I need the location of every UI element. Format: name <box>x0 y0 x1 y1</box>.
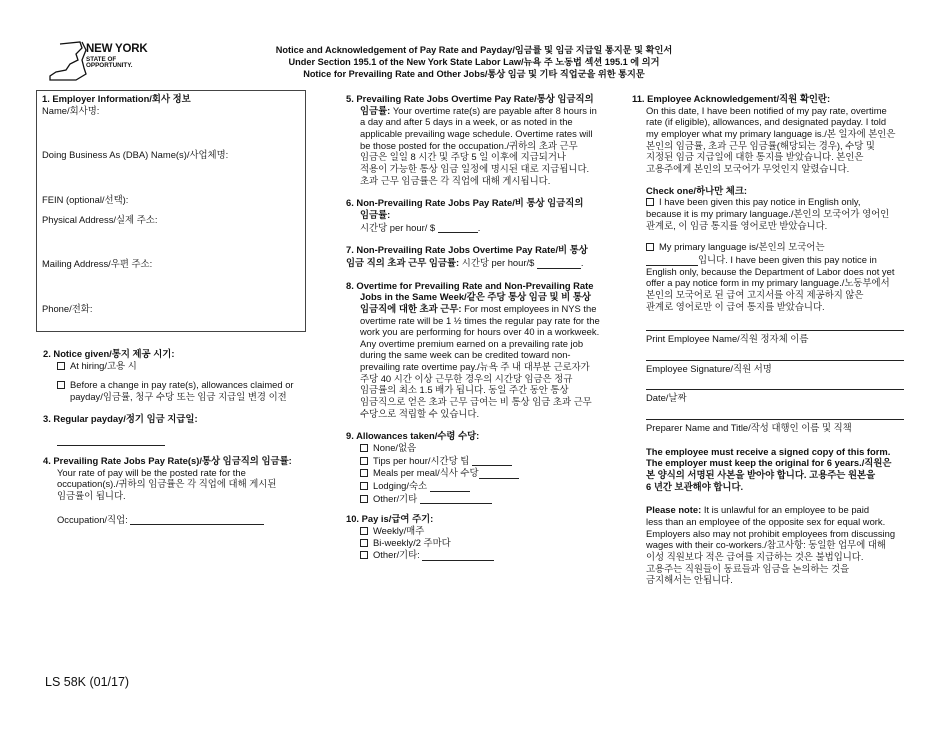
s8-text-1: For most employees in NYS the <box>461 302 597 314</box>
employer-info-section <box>42 93 300 315</box>
primary-language-checkbox[interactable] <box>646 243 654 251</box>
note-text-2: less than an employee of the opposite sex for equal work. <box>646 516 886 528</box>
pay-biweekly-option[interactable] <box>346 537 618 549</box>
s9-title: 9. Allowances taken/수령 수당: <box>346 430 480 442</box>
before-change-label-1: Before a change in pay rate(s), allowances claimed or <box>70 379 294 391</box>
allowance-meals-option[interactable] <box>346 466 618 479</box>
english-only-checkbox[interactable] <box>646 198 654 206</box>
date-label: Date/날짜 <box>646 392 687 404</box>
english-only-text-3: 관계로, 이 임금 통지를 영어로만 받았습니다. <box>646 219 828 231</box>
s4-text-2: occupation(s)./귀하의 임금률은 각 직업에 대해 게시된 <box>57 478 277 490</box>
s7-title: 7. Non-Prevailing Rate Jobs Overtime Pay Rate/비 통상 <box>346 244 588 256</box>
form-header <box>248 44 700 80</box>
non-prevailing-pay-rate-input[interactable] <box>438 221 478 234</box>
s11-text-6: 고용주에게 본인의 모국어가 무엇인지 알렸습니다. <box>646 162 850 174</box>
primary-language-text-2: English only, because the Department of Labor does not yet <box>646 265 895 277</box>
signature-label: Employee Signature/직원 서명 <box>646 362 772 374</box>
allowance-lodging-checkbox[interactable] <box>360 482 368 490</box>
s7-title-2: 임금 직의 초과 근무 임금률: <box>346 256 460 268</box>
logo-line-1: NEW YORK <box>86 43 148 55</box>
english-only-text-1: I have been given this pay notice in English only, <box>659 196 861 208</box>
allowance-none-label: None/없음 <box>373 442 417 454</box>
s8-title-2: Jobs in the Same Week/같은 주당 통상 임금 및 비 통상 <box>360 291 591 303</box>
s5-text-3: applicable prevailing wage schedule. Overtime rates will <box>360 127 593 139</box>
primary-language-text-1: 입니다. I have been given this pay notice in <box>698 253 877 265</box>
note-text-4: wages with their co-workers./참고사항: 동일한 업무에 대해 <box>646 539 886 551</box>
header-line-2: Under Section 195.1 of the New York State Labor Law/뉴욕 주 노동법 섹션 195.1 에 의거 <box>288 57 660 68</box>
tips-input[interactable] <box>472 454 512 467</box>
primary-language-input[interactable] <box>646 253 698 266</box>
allowance-other-option[interactable] <box>346 492 618 505</box>
header-line-3: Notice for Prevailing Rate and Other Jobs/통상 임금 및 기타 직업군을 위한 통지문 <box>303 69 645 80</box>
primary-language-text-4: 본인의 모국어로 된 급여 고지서를 아직 제공하지 않은 <box>646 288 864 300</box>
allowance-other-checkbox[interactable] <box>360 495 368 503</box>
allowance-tips-option[interactable] <box>346 454 618 467</box>
check-one-title: Check one/하나만 체크: <box>646 184 748 196</box>
s11-text-5: 지정된 임금 지급일에 대한 통지를 받았습니다. 본인은 <box>646 151 864 163</box>
s8-text-2: overtime rate will be 1 ½ times the regular pay rate for the <box>360 314 600 326</box>
s11-text-2: rate (if eligible), allowances, and designated payday. I told <box>646 116 887 128</box>
notice-given-section <box>43 348 305 525</box>
meals-input[interactable] <box>479 466 519 479</box>
primary-language-label: My primary language is/본인의 모국어는 <box>659 241 825 253</box>
signature-line[interactable] <box>646 360 904 361</box>
preparer-label: Preparer Name and Title/작성 대행인 이름 및 직책 <box>646 422 852 434</box>
s11-text-1: On this date, I have been notified of my pay rate, overtime <box>646 104 887 116</box>
logo-line-2: STATE OF <box>86 55 117 63</box>
fein-field[interactable]: FEIN (optional/선택): <box>42 193 129 205</box>
s11-text-3: my employer what my primary language is./본 일자에 본인은 <box>646 127 896 139</box>
english-only-text-2: because it is my primary language./본인의 모국어가 영어인 <box>646 207 890 219</box>
before-change-option[interactable] <box>43 379 305 402</box>
pay-weekly-checkbox[interactable] <box>360 527 368 535</box>
s8-text-4: Any overtime premium earned on a prevailing rate job <box>360 337 584 349</box>
english-only-option[interactable] <box>632 196 916 231</box>
allowance-other-label: Other/기타 <box>373 492 418 504</box>
physical-address-field[interactable]: Physical Address/실제 주소: <box>42 213 158 225</box>
s4-text-3: 임금률이 됩니다. <box>57 489 126 501</box>
mailing-address-field[interactable]: Mailing Address/우편 주소: <box>42 258 153 270</box>
s1-title: 1. Employer Information/회사 정보 <box>42 93 191 104</box>
at-hiring-label: At hiring/고용 시 <box>70 359 137 371</box>
pay-biweekly-checkbox[interactable] <box>360 539 368 547</box>
s7-per-hour-label: 시간당 per hour/$ <box>459 256 535 268</box>
pay-other-label: Other/기타: <box>373 549 420 561</box>
logo-line-3: OPPORTUNITY. <box>86 61 133 69</box>
s4-text-1: Your rate of pay will be the posted rate for the <box>57 466 246 478</box>
s8-text-7: 주당 40 시간 이상 근무한 경우의 시간당 임금은 정규 <box>360 372 573 384</box>
allowance-none-option[interactable] <box>346 442 618 454</box>
preparer-line[interactable] <box>646 419 904 420</box>
must-text-2: The employer must keep the original for 6 years./직원은 <box>646 457 892 469</box>
allowance-none-checkbox[interactable] <box>360 444 368 452</box>
note-text-5: 이성 직원보다 적은 급여를 지급하는 것은 불법입니다. <box>646 551 864 563</box>
s6-title: 6. Non-Prevailing Rate Jobs Pay Rate/비 통상 임금직의 <box>346 197 584 209</box>
note-text-7: 금지해서는 안됩니다. <box>646 574 733 586</box>
regular-payday-input[interactable] <box>57 433 165 446</box>
before-change-label-2: payday/임금률, 청구 수당 또는 임금 지급일 변경 이전 <box>70 390 287 402</box>
must-text-1: The employee must receive a signed copy of this form. <box>646 445 891 457</box>
s5-text-4: be those posted for the occupation./귀하의 초과 근무 <box>360 139 578 151</box>
allowance-meals-label: Meals per meal/식사 수당 <box>373 467 479 479</box>
s5-text-6: 적용이 가능한 통상 임금 일정에 명시된 대로 지급됩니다. <box>360 162 590 174</box>
s5-text-7: 초과 근무 임금률은 각 직업에 대해 게시됩니다. <box>360 174 551 186</box>
s5-text-1: Your overtime rate(s) are payable after 8 hours in <box>390 104 597 116</box>
primary-language-option[interactable] <box>632 241 916 312</box>
s2-title: 2. Notice given/통지 제공 시기: <box>43 348 175 359</box>
must-text-4: 6 년간 보관해야 합니다. <box>646 480 744 492</box>
occupation-input[interactable] <box>130 513 264 526</box>
header-line-1: Notice and Acknowledgement of Pay Rate and Payday/임금률 및 임금 지급일 통지문 및 확인서 <box>275 45 673 55</box>
note-text-3: Employers also may not prohibit employees from discussing <box>646 527 896 539</box>
column-3 <box>632 93 916 586</box>
non-prevailing-overtime-rate-input[interactable] <box>537 256 581 269</box>
s5-title: 5. Prevailing Rate Jobs Overtime Pay Rate/통상 임금직의 <box>346 93 594 104</box>
allowance-lodging-option[interactable] <box>346 479 618 492</box>
allowance-meals-checkbox[interactable] <box>360 469 368 477</box>
pay-other-option[interactable] <box>346 548 618 561</box>
s8-title-3: 임금직에 대한 초과 근무: <box>360 302 462 314</box>
note-label: Please note: <box>646 504 702 516</box>
allowance-lodging-label: Lodging/숙소 <box>373 480 428 492</box>
date-line[interactable] <box>646 389 904 390</box>
s10-title: 10. Pay is/급여 주기: <box>346 513 434 525</box>
s4-title: 4. Prevailing Rate Jobs Pay Rate(s)/통상 임금직의 임금률: <box>43 454 292 466</box>
column-2: 5. Prevailing Rate Jobs Overtime Pay Rate/통상 임금직의 임금률: Your overtime rate(s) are payable after 8 hours in a day and after 5 days in a week, or as noted in the applicable prevailing wage schedule. Overtime rates will be those posted for the occupation./귀하의 초과 근무 임금은 일일 8 시간 및 주당 5 일 이후에 지급되거나 적용이 가능한 통상 임금 일정에 명시된 대로 지급됩니다. 초과 근무 임금률은 각 직업에 대해 게시됩니다. 6. Non-Prevailing Rate Jobs Pay Rate/비 통상 임금직의 임금률: 시간당 per hour/ $ . 7. Non-Prevailing Rate Jobs Overtime Pay Rate/비 통상 임금 직의 초과 근무 임금률: 시간당 per hour/$ . 8. Overtime for Prevailing Rate and Non-Prevailing Rate Jobs in the Same Week/같은 주당 통상 임금 및 비 통상 임금직에 대한 초과 근무: For most employees in NYS the overtime rate will be 1 ½ times the regular pay rate for the work you are performing for hours over 40 in a workweek. Any overtime premium earned on a prevailing rate job during the same week can be credited toward non- prevailing rate overtime pay./뉴욕 주 내 대부분 근로자가 주당 40 시간 이상 근무한 경우의 시간당 임금은 정규 임금률의 최소 1.5 배가 됩니다. 동일 주간 동안 통상 임금직으로 얻은 초과 근무 급여는 비 통상 임금 초과 근무 수당으로 적립할 수 있습니다. 9. Allowances taken/수령 수당: None/없음 Tips per hour/시간당 팁 Meals per meal/식사 수당 Lodging/숙소 Other/기타 10. Pay is/급여 주기: Weekly/매주 Bi-weekly/2 주마다 Other/기타: <box>346 93 618 561</box>
primary-language-text-3: offer a pay notice form in my primary language./노동부에서 <box>646 277 890 289</box>
phone-field[interactable]: Phone/전화: <box>42 302 93 314</box>
must-text-3: 본 양식의 서명된 사본을 받아야 합니다. 고용주는 원본을 <box>646 469 876 481</box>
at-hiring-checkbox[interactable] <box>57 362 65 370</box>
s11-text-4: 본인의 임금률, 초과 근무 임금률(해당되는 경우), 수당 및 <box>646 139 875 151</box>
primary-language-text-5: 관계로 영어로만 이 급여 통지를 받았습니다. <box>646 300 825 312</box>
s5-title-2: 임금률: <box>360 104 391 116</box>
s8-text-10: 수당으로 적립할 수 있습니다. <box>360 407 480 419</box>
employer-name-field[interactable]: Name/회사명: <box>42 104 100 116</box>
allowance-tips-checkbox[interactable] <box>360 457 368 465</box>
s8-text-8: 임금률의 최소 1.5 배가 됩니다. 동일 주간 동안 통상 <box>360 384 569 396</box>
at-hiring-option[interactable] <box>43 360 305 372</box>
s5-text-5: 임금은 일일 8 시간 및 주당 5 일 이후에 지급되거나 <box>360 151 566 163</box>
pay-weekly-label: Weekly/매주 <box>373 525 425 536</box>
s8-text-9: 임금직으로 얻은 초과 근무 급여는 비 통상 임금 초과 근무 <box>360 396 592 408</box>
s8-title: 8. Overtime for Prevailing Rate and Non-Prevailing Rate <box>346 279 594 291</box>
s3-title: 3. Regular payday/정기 임금 지급일: <box>43 412 198 424</box>
lodging-input[interactable] <box>430 479 470 492</box>
note-text-6: 고용주는 직원들이 동료들과 임금을 논의하는 것을 <box>646 562 850 574</box>
pay-other-input[interactable] <box>422 548 494 561</box>
s6-per-hour-label: 시간당 per hour/ $ <box>360 221 436 233</box>
s5-text-2: a day and after 5 days in a week, or as noted in the <box>360 116 573 128</box>
ny-logo-wordmark <box>86 44 147 69</box>
before-change-checkbox[interactable] <box>57 381 65 389</box>
print-name-label: Print Employee Name/직원 정자체 이름 <box>646 333 809 345</box>
note-text-1: It is unlawful for an employee to be paid <box>701 504 870 516</box>
print-name-line[interactable] <box>646 330 904 331</box>
s8-text-6: prevailing rate overtime pay./뉴욕 주 내 대부분 근로자가 <box>360 361 590 373</box>
form-number: LS 58K (01/17) <box>45 675 130 689</box>
s6-title-2: 임금률: <box>360 208 391 220</box>
dba-name-field[interactable]: Doing Business As (DBA) Name(s)/사업체명: <box>42 149 229 161</box>
pay-other-checkbox[interactable] <box>360 551 368 559</box>
occupation-label: Occupation/직업: <box>57 513 128 525</box>
pay-biweekly-label: Bi-weekly/2 주마다 <box>373 536 451 548</box>
allowance-tips-label: Tips per hour/시간당 팁 <box>373 454 470 466</box>
s8-text-5: during the same week can be credited toward non- <box>360 349 571 361</box>
s8-text-3: work you are performing for hours over 40 in a workweek. <box>360 326 600 338</box>
s11-title: 11. Employee Acknowledgement/직원 확인란: <box>632 93 831 104</box>
allowance-other-input[interactable] <box>420 492 492 505</box>
pay-weekly-option[interactable] <box>346 525 618 537</box>
